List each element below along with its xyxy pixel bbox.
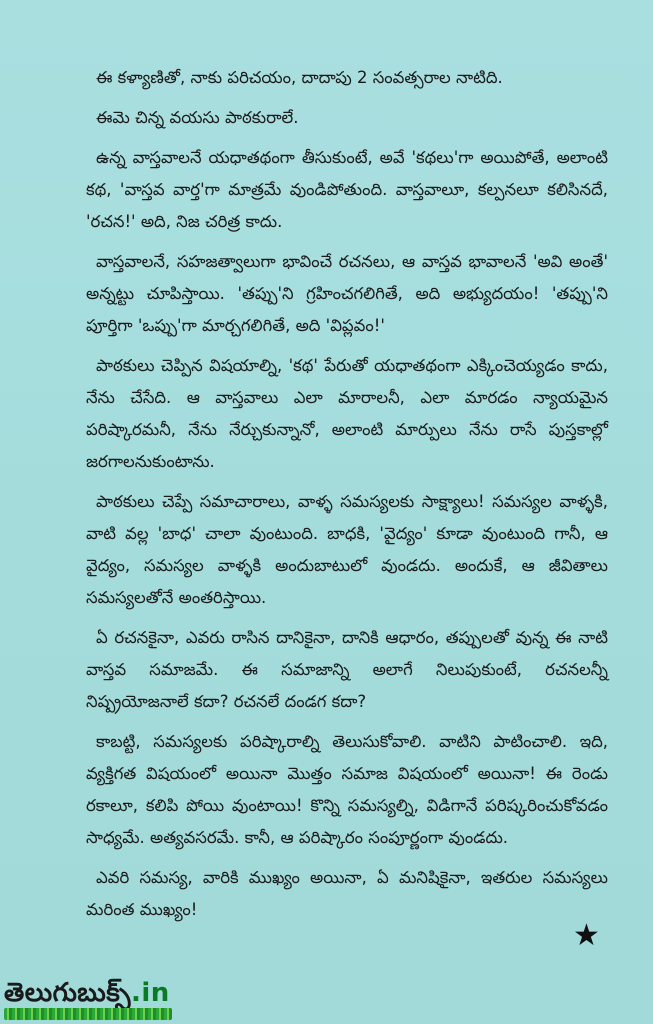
paragraph-4: వాస్తవాలనే, సహజత్వాలుగా భావించే రచనలు, ఆ వాస్తవ భావాలనే 'అవి అంతే' అన్నట్టు చూపిస్తాయి. 'తప్పు'ని గ్రహించగలిగితే, అది అభ్యుదయం! 'తప్పు'ని పూర్తిగా 'ఒప్పు'గా మార్చగలిగితే, అది 'విప్లవం!' xyxy=(86,252,608,335)
paragraph-3: ఉన్న వాస్తవాలనే యధాతథంగా తీసుకుంటే, అవే 'కథలు'గా అయిపోతే, అలాంటి కథ, 'వాస్తవ వార్త'గా మాత్రమే వుండిపోతుంది. వాస్తవాలూ, కల్పనలూ కలిసినదే, 'రచన!' అది, నిజ చరిత్ర కాదు. xyxy=(86,148,608,231)
logo-suffix: .in xyxy=(130,978,170,1008)
grass-decoration xyxy=(4,1008,172,1020)
logo-prefix: తెలుగుబుక్స్ xyxy=(4,978,131,1008)
paragraph-5: పాఠకులు చెప్పిన విషయాల్ని, 'కథ' పేరుతో యధాతథంగా ఎక్కించెయ్యడం కాదు, నేను చేసేది. ఆ వాస్తవాలు ఎలా మారాలనీ, ఎలా మారడం న్యాయమైన పరిష్కారమనీ, నేను నేర్చుకున్నానో, అలాంటి మార్పులు నేను రాసే పుస్తకాల్లో జరగాలనుకుంటాను. xyxy=(86,356,608,471)
paragraph-9: ఎవరి సమస్య, వారికి ముఖ్యం అయినా, ఏ మనిషికైనా, ఇతరుల సమస్యలు మరింత ముఖ్యం! xyxy=(86,868,608,919)
paragraph-6: పాఠకులు చెప్పే సమాచారాలు, వాళ్ళ సమస్యలకు సాక్ష్యాలు! సమస్యల వాళ్ళకి, వాటి వల్ల 'బాధ' చాలా వుంటుంది. బాధకి, 'వైద్యం' కూడా వుంటుంది గానీ, ఆ వైద్యం, సమస్యల వాళ్ళకి అందుబాటులో వుండదు. అందుకే, ఆ జీవితాలు సమస్యలతోనే అంతరిస్తాయి. xyxy=(86,492,608,607)
paragraph-2: ఈమె చిన్న వయసు పాఠకురాలే. xyxy=(96,108,299,127)
paragraph-1: ఈ కళ్యాణితో, నాకు పరిచయం, దాదాపు 2 సంవత్సరాల నాటిది. xyxy=(96,68,503,87)
body-text xyxy=(86,62,608,934)
paragraph-8: కాబట్టి, సమస్యలకు పరిష్కారాల్ని తెలుసుకోవాలి. వాటిని పాటించాలి. ఇది, వ్యక్తిగత విషయంలో అయినా మొత్తం సమాజ విషయంలో అయినా! ఈ రెండు రకాలూ, కలిపి పోయి వుంటాయి! కొన్ని సమస్యల్ని, విడిగానే పరిష్కరించుకోవడం సాధ్యమే. అత్యవసరమే. కానీ, ఆ పరిష్కారం సంపూర్ణంగా వుండదు. xyxy=(86,732,608,847)
paragraph-7: ఏ రచనకైనా, ఎవరు రాసిన దానికైనా, దానికి ఆధారం, తప్పులతో వున్న ఈ నాటి వాస్తవ సమాజమే. ఈ సమాజాన్ని అలాగే నిలుపుకుంటే, రచనలన్నీ నిష్ప్రయోజనాలే కదా? రచనలే దండగ కదా? xyxy=(86,628,608,711)
star-icon: ★ xyxy=(573,918,600,953)
site-logo[interactable] xyxy=(4,978,170,1012)
